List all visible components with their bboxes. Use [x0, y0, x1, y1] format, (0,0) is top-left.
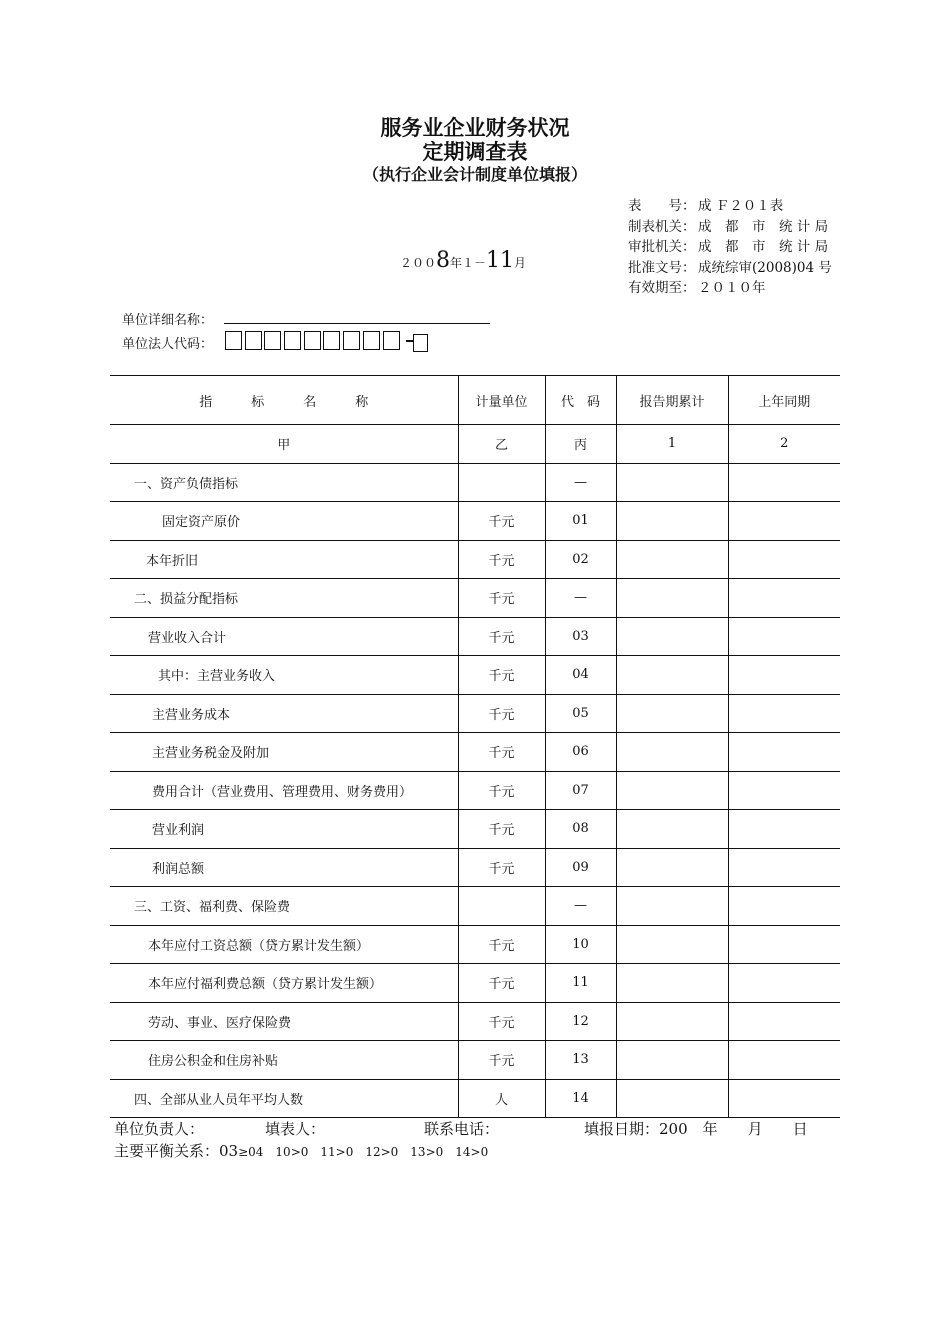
unit-head-label: 单位负责人：	[114, 1120, 205, 1138]
code-digit-box[interactable]	[343, 331, 360, 350]
header-period-total: 报告期累计	[616, 376, 728, 425]
table-row	[110, 694, 840, 733]
last-year-cell[interactable]	[728, 925, 840, 964]
indicator-unit: 千元	[458, 810, 545, 849]
table-row	[110, 1079, 840, 1118]
table-row	[110, 656, 840, 695]
indicator-unit	[458, 887, 545, 926]
indicator-unit: 千元	[458, 1002, 545, 1041]
last-year-cell[interactable]	[728, 617, 840, 656]
indicator-unit: 千元	[458, 502, 545, 541]
table-row	[110, 733, 840, 772]
indicator-unit	[458, 463, 545, 502]
table-row	[110, 771, 840, 810]
indicator-name: 营业收入合计	[110, 617, 458, 656]
table-row	[110, 502, 840, 541]
indicator-code: —	[545, 463, 616, 502]
unit-name-label: 单位详细名称：	[122, 313, 214, 328]
indicator-code: 06	[545, 733, 616, 772]
indicator-unit: 千元	[458, 964, 545, 1003]
header-code: 代 码	[545, 376, 616, 425]
period-total-cell[interactable]	[616, 1041, 728, 1080]
indicator-code: 11	[545, 964, 616, 1003]
balance-relations: 主要平衡关系：03≥04 10>0 11>0 12>0 13>0 14>0	[114, 1142, 489, 1160]
form-meta	[628, 196, 832, 299]
period-total-cell[interactable]	[616, 1002, 728, 1041]
period-total-cell[interactable]	[616, 848, 728, 887]
table-row	[110, 810, 840, 849]
indicator-unit: 千元	[458, 656, 545, 695]
indicator-code: 08	[545, 810, 616, 849]
code-digit-box[interactable]	[284, 331, 301, 350]
indicator-code: 12	[545, 1002, 616, 1041]
header-indicator-name: 指 标 名 称	[110, 376, 458, 425]
meta-issuing-office: 制表机关： 成 都 市 统 计 局	[628, 218, 829, 235]
indicator-code: —	[545, 579, 616, 618]
subheader-b: 乙	[458, 425, 545, 464]
indicator-code: 01	[545, 502, 616, 541]
period-total-cell[interactable]	[616, 656, 728, 695]
indicator-name: 劳动、事业、医疗保险费	[110, 1002, 458, 1041]
indicator-name: 二、损益分配指标	[110, 579, 458, 618]
filler-label: 填表人：	[265, 1120, 326, 1138]
header-unit: 计量单位	[458, 376, 545, 425]
indicator-name: 主营业务成本	[110, 694, 458, 733]
table-row	[110, 925, 840, 964]
code-digit-box[interactable]	[363, 331, 380, 350]
period-total-cell[interactable]	[616, 733, 728, 772]
table-row	[110, 1002, 840, 1041]
indicator-code: 13	[545, 1041, 616, 1080]
last-year-cell[interactable]	[728, 771, 840, 810]
period-total-cell[interactable]	[616, 617, 728, 656]
indicator-unit: 千元	[458, 925, 545, 964]
table-header-row	[110, 376, 840, 425]
table-row	[110, 540, 840, 579]
indicator-name: 本年应付工资总额（贷方累计发生额）	[110, 925, 458, 964]
table-subheader-row	[110, 425, 840, 464]
period-total-cell[interactable]	[616, 925, 728, 964]
indicator-code: 10	[545, 925, 616, 964]
indicator-name: 其中：主营业务收入	[110, 656, 458, 695]
indicator-name: 固定资产原价	[110, 502, 458, 541]
last-year-cell[interactable]	[728, 887, 840, 926]
unit-code-label: 单位法人代码：	[122, 337, 214, 352]
indicator-name: 营业利润	[110, 810, 458, 849]
indicator-unit: 千元	[458, 733, 545, 772]
indicator-unit: 千元	[458, 694, 545, 733]
indicator-code: 14	[545, 1079, 616, 1118]
period-total-cell[interactable]	[616, 502, 728, 541]
indicator-name: 四、全部从业人员年平均人数	[110, 1079, 458, 1118]
code-digit-box[interactable]	[225, 331, 242, 350]
last-year-cell[interactable]	[728, 579, 840, 618]
table-row	[110, 617, 840, 656]
indicator-unit: 千元	[458, 617, 545, 656]
meta-approving-office: 审批机关： 成 都 市 统 计 局	[628, 239, 829, 255]
last-year-cell[interactable]	[728, 733, 840, 772]
indicator-code: 09	[545, 848, 616, 887]
last-year-cell[interactable]	[728, 502, 840, 541]
code-digit-box[interactable]	[264, 331, 281, 350]
report-period: ２００8年１－11月	[400, 248, 527, 273]
indicator-name: 费用合计（营业费用、管理费用、财务费用）	[110, 771, 458, 810]
subheader-1: 1	[616, 425, 728, 464]
indicator-code: 07	[545, 771, 616, 810]
indicator-unit: 人	[458, 1079, 545, 1118]
indicator-unit: 千元	[458, 771, 545, 810]
unit-code-boxes[interactable]	[225, 331, 402, 350]
period-total-cell[interactable]	[616, 694, 728, 733]
meta-valid-until: 有效期至： ２０１０年	[628, 280, 766, 296]
table-row	[110, 848, 840, 887]
last-year-cell[interactable]	[728, 540, 840, 579]
subheader-a: 甲	[110, 425, 458, 464]
unit-code-dash	[406, 340, 413, 342]
code-digit-box[interactable]	[245, 331, 262, 350]
indicator-code: —	[545, 887, 616, 926]
indicator-code: 02	[545, 540, 616, 579]
code-digit-box[interactable]	[383, 331, 400, 350]
indicator-unit: 千元	[458, 848, 545, 887]
meta-form-number: 表 号： 成 Ｆ２０１表	[628, 198, 784, 214]
subheader-c: 丙	[545, 425, 616, 464]
period-total-cell[interactable]	[616, 1079, 728, 1118]
last-year-cell[interactable]	[728, 656, 840, 695]
phone-label: 联系电话：	[424, 1120, 500, 1138]
indicator-unit: 千元	[458, 1041, 545, 1080]
period-total-cell[interactable]	[616, 771, 728, 810]
last-year-cell[interactable]	[728, 964, 840, 1003]
indicator-name: 三、工资、福利费、保险费	[110, 887, 458, 926]
signature-line	[114, 1118, 834, 1140]
table-row	[110, 964, 840, 1003]
period-total-cell[interactable]	[616, 810, 728, 849]
table-row	[110, 887, 840, 926]
table-row	[110, 579, 840, 618]
period-total-cell[interactable]	[616, 540, 728, 579]
period-total-cell[interactable]	[616, 579, 728, 618]
table-row	[110, 463, 840, 502]
unit-name-field[interactable]	[224, 323, 490, 324]
last-year-cell[interactable]	[728, 1079, 840, 1118]
indicator-name: 一、资产负债指标	[110, 463, 458, 502]
indicator-unit: 千元	[458, 579, 545, 618]
indicator-unit: 千元	[458, 540, 545, 579]
indicator-name: 利润总额	[110, 848, 458, 887]
last-year-cell[interactable]	[728, 1002, 840, 1041]
indicator-name: 住房公积金和住房补贴	[110, 1041, 458, 1080]
table-row	[110, 1041, 840, 1080]
period-total-cell[interactable]	[616, 463, 728, 502]
report-scope-note: （执行企业会计制度单位填报）	[362, 165, 587, 184]
indicator-code: 05	[545, 694, 616, 733]
code-digit-box[interactable]	[304, 331, 321, 350]
last-year-cell[interactable]	[728, 463, 840, 502]
last-year-cell[interactable]	[728, 848, 840, 887]
header-last-year: 上年同期	[728, 376, 840, 425]
report-subtitle: 定期调查表	[422, 139, 528, 164]
period-total-cell[interactable]	[616, 887, 728, 926]
indicator-code: 04	[545, 656, 616, 695]
code-digit-box[interactable]	[323, 331, 340, 350]
last-year-cell[interactable]	[728, 1041, 840, 1080]
indicator-code: 03	[545, 617, 616, 656]
indicator-table	[110, 375, 840, 1118]
report-title: 服务业企业财务状况	[380, 115, 570, 140]
indicator-name: 主营业务税金及附加	[110, 733, 458, 772]
period-total-cell[interactable]	[616, 964, 728, 1003]
last-year-cell[interactable]	[728, 694, 840, 733]
indicator-name: 本年折旧	[110, 540, 458, 579]
indicator-name: 本年应付福利费总额（贷方累计发生额）	[110, 964, 458, 1003]
meta-approval-number: 批准文号： 成统综审(2008)04 号	[628, 259, 832, 276]
last-year-cell[interactable]	[728, 810, 840, 849]
fill-date-label: 填报日期：200 年 月 日	[584, 1120, 808, 1138]
subheader-2: 2	[728, 425, 840, 464]
unit-code-check-box[interactable]	[413, 334, 428, 352]
